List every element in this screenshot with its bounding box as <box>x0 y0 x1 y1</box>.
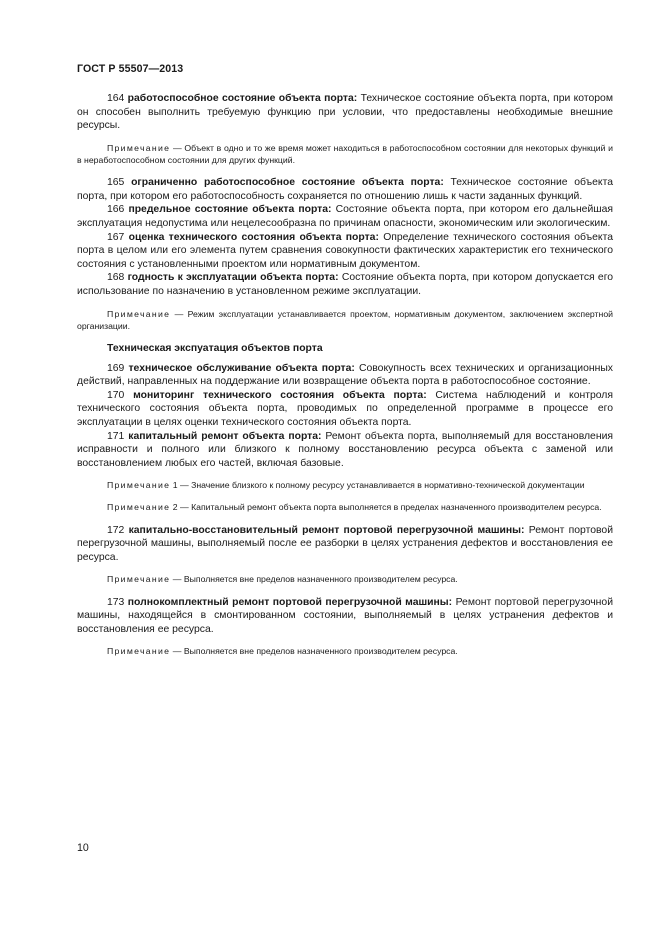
note <box>77 308 613 332</box>
note-text: — Режим эксплуатации устанавливается проектом, нормативным документом, заключением экспертной организации. <box>77 308 614 331</box>
note-text: — Выполняется вне пределов назначенного производителем ресурса. <box>172 574 458 585</box>
note <box>77 573 613 585</box>
entry-term: капитальный ремонт объекта порта: <box>128 430 322 442</box>
note-label: Примечание <box>107 480 171 491</box>
note <box>77 645 613 657</box>
entry-169 <box>77 362 613 389</box>
note-label: Примечание <box>107 142 171 153</box>
note <box>77 479 613 491</box>
entry-term: полнокомплектный ремонт портовой перегрузочной машины: <box>127 596 453 608</box>
entry-definition: Техническое состояние объекта порта, при котором он способен выполнить требуемую функцию при условии, что предоставлены необходимые внешние ресурсы. <box>77 93 613 132</box>
page-number: 10 <box>77 842 89 854</box>
note <box>77 142 613 166</box>
section-heading: Техническая экспуатация объектов порта <box>107 342 323 354</box>
entry-term: ограниченно работоспособное состояние объекта порта: <box>131 177 444 189</box>
entry-definition: Ремонт портовой перегрузочной машины, выполняемый после ее разборки в целях устранения дефектов и восстановления ее ресурса. <box>77 524 613 563</box>
note-text: — Выполняется вне пределов назначенного производителем ресурса. <box>172 646 458 657</box>
entry-164 <box>77 92 613 133</box>
entry-definition: Техническое состояние объекта порта, при котором его работоспособность сохраняется по отношению лишь к части заданных функций. <box>77 177 614 202</box>
note-text: — Капитальный ремонт объекта порта выполняется в пределах назначенного производителем ресурса. <box>179 502 602 513</box>
entry-171 <box>77 430 613 471</box>
entry-172 <box>77 524 613 565</box>
entry-definition: Совокупность всех технических и организационных действий, направленных на поддержание или возвращение объекта порта в работоспособное состояние. <box>77 362 613 388</box>
entry-167 <box>77 231 613 272</box>
document-header: ГОСТ Р 55507—2013 <box>77 63 184 75</box>
entry-definition: Ремонт объекта порта, выполняемый для восстановления исправности и полного или близкого к полному восстановлению ресурса объекта с заменой или восстановлением любых его частей, включая базовые. <box>77 430 614 469</box>
entry-173 <box>77 596 613 637</box>
note-label: Примечание <box>107 308 171 319</box>
entry-168 <box>77 271 613 298</box>
entry-number: 173 <box>107 596 125 608</box>
note-label: Примечание <box>107 502 171 513</box>
entry-number: 167 <box>107 231 125 243</box>
entry-number: 169 <box>107 362 125 374</box>
note-label: Примечание <box>107 574 171 585</box>
entry-number: 171 <box>107 430 125 442</box>
entry-number: 166 <box>107 204 125 216</box>
note-number: 2 <box>172 502 178 513</box>
entry-term: мониторинг технического состояния объекта порта: <box>133 389 427 401</box>
entry-definition: Определение технического состояния объекта порта в целом или его элемента путем сравнения совокупности фактических характеристик его технического состояния с установленными проектом или нормативным документом. <box>77 231 614 270</box>
entry-term: годность к эксплуатации объекта порта: <box>127 272 339 284</box>
entry-170 <box>77 389 613 430</box>
entry-definition: Ремонт портовой перегрузочной машины, находящейся в смонтированном состоянии, выполняемый в целях устранения дефектов и восстановления ее ресурса. <box>77 596 614 635</box>
entry-number: 165 <box>107 177 125 189</box>
entry-term: техническое обслуживание объекта порта: <box>128 362 355 374</box>
note-text: — Объект в одно и то же время может находиться в работоспособном состоянии для некоторых функций и в неработоспособном состоянии для других функций. <box>77 142 613 165</box>
entry-165 <box>77 176 613 203</box>
entry-number: 168 <box>107 272 125 284</box>
entry-number: 170 <box>107 389 125 401</box>
entry-definition: Система наблюдений и контроля технического состояния объекта порта, проводимых по определенной программе в процессе его эксплуатации в целях оценки технического состояния объекта порта. <box>77 389 614 428</box>
entry-term: предельное состояние объекта порта: <box>128 204 332 216</box>
entry-number: 172 <box>107 524 125 536</box>
note-text: — Значение близкого к полному ресурсу устанавливается в нормативно-технической документации <box>179 480 585 491</box>
note-label: Примечание <box>107 646 171 657</box>
note <box>77 501 613 513</box>
entry-term: капитально-восстановительный ремонт портовой перегрузочной машины: <box>128 524 525 536</box>
entry-term: работоспособное состояние объекта порта: <box>127 93 358 104</box>
entry-term: оценка технического состояния объекта порта: <box>128 231 379 243</box>
entry-number: 164 <box>107 93 125 104</box>
note-number: 1 <box>172 480 178 491</box>
entry-definition: Состояние объекта порта, при котором его дальнейшая эксплуатация недопустима или нецелесообразна по причинам опасности, экономическим или экологическим. <box>77 204 614 229</box>
entry-166 <box>77 203 613 230</box>
entry-definition: Состояние объекта порта, при котором допускается его использование по назначению в установленном режиме эксплуатации. <box>77 272 614 297</box>
document-body <box>77 92 613 668</box>
